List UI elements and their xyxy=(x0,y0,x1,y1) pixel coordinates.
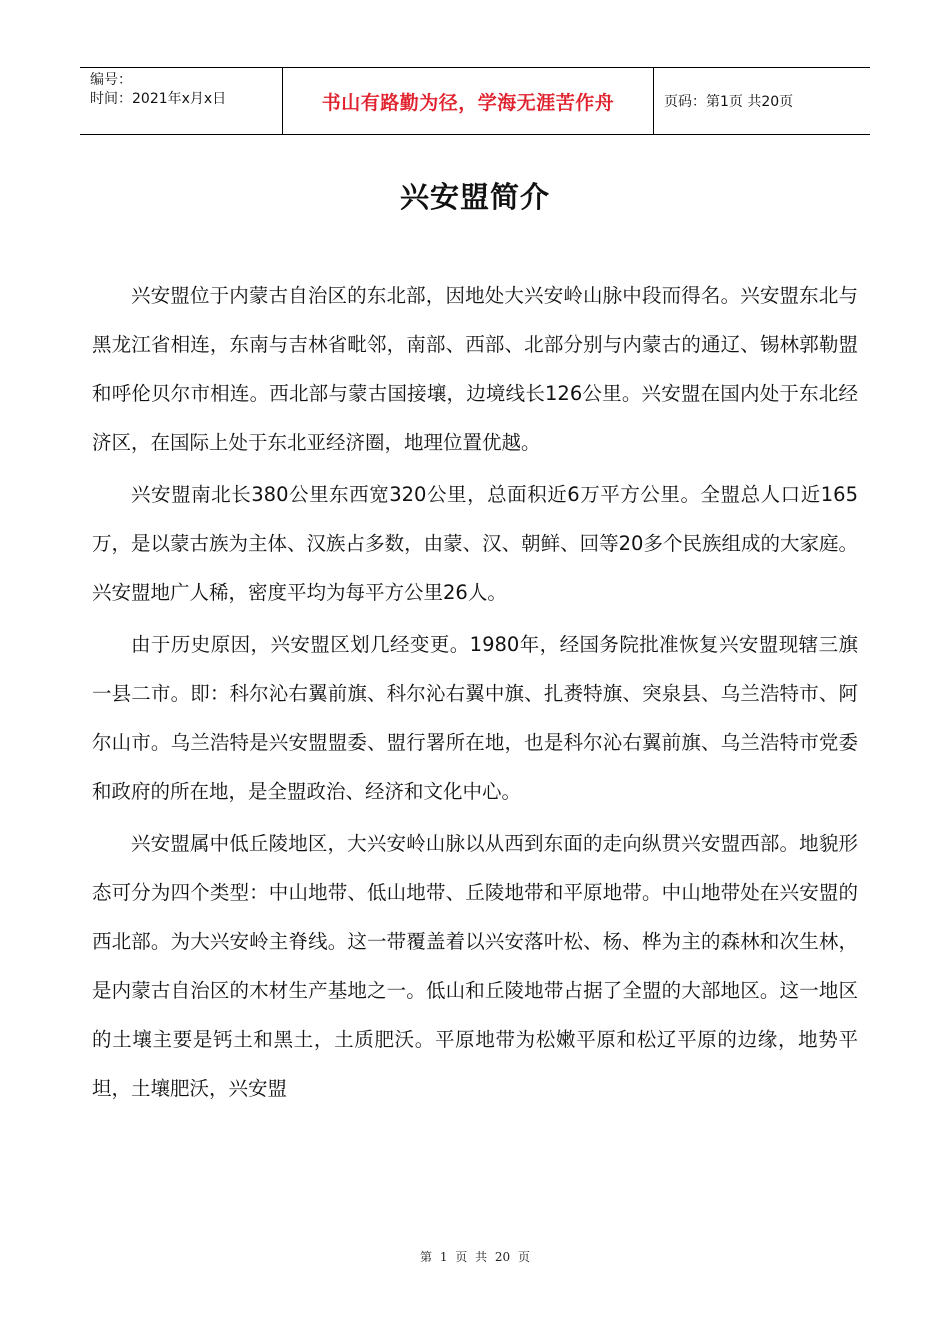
header-time-label: 时间：2021年x月x日 xyxy=(90,91,227,107)
paragraph: 兴安盟位于内蒙古自治区的东北部，因地处大兴安岭山脉中段而得名。兴安盟东北与黑龙江省相连，东南与吉林省毗邻，南部、西部、北部分别与内蒙古的通辽、锡林郭勒盟和呼伦贝尔市相连。西北部与蒙古国接壤，边境线长126公里。兴安盟在国内处于东北经济区，在国际上处于东北亚经济圈，地理位置优越。 xyxy=(92,284,858,454)
header-meta-cell xyxy=(80,68,282,134)
document-body xyxy=(92,271,858,1116)
document-title: 兴安盟简介 xyxy=(399,180,550,214)
document-header-table xyxy=(80,67,870,135)
header-page-info: 页码：第1页 共20页 xyxy=(664,94,794,110)
paragraph: 由于历史原因，兴安盟区划几经变更。1980年，经国务院批准恢复兴安盟现辖三旗一县二市。即：科尔沁右翼前旗、科尔沁右翼中旗、扎赉特旗、突泉县、乌兰浩特市、阿尔山市。乌兰浩特是兴安盟盟委、盟行署所在地，也是科尔沁右翼前旗、乌兰浩特市党委和政府的所在地，是全盟政治、经济和文化中心。 xyxy=(92,633,858,803)
paragraph: 兴安盟南北长380公里东西宽320公里，总面积近6万平方公里。全盟总人口近165万，是以蒙古族为主体、汉族占多数，由蒙、汉、朝鲜、回等20多个民族组成的大家庭。兴安盟地广人稀，密度平均为每平方公里26人。 xyxy=(92,483,858,604)
page-footer: 第 1 页 共 20 页 xyxy=(420,1250,530,1264)
header-number-label: 编号： xyxy=(90,72,132,88)
paragraph: 兴安盟属中低丘陵地区，大兴安岭山脉以从西到东面的走向纵贯兴安盟西部。地貌形态可分为四个类型：中山地带、低山地带、丘陵地带和平原地带。中山地带处在兴安盟的西北部。为大兴安岭主脊线。这一带覆盖着以兴安落叶松、杨、桦为主的森林和次生林，是内蒙古自治区的木材生产基地之一。低山和丘陵地带占据了全盟的大部地区。这一地区的土壤主要是钙土和黑土，土质肥沃。平原地带为松嫩平原和松辽平原的边缘，地势平坦，土壤肥沃，兴安盟 xyxy=(92,832,858,1100)
header-motto: 书山有路勤为径，学海无涯苦作舟 xyxy=(282,68,654,134)
